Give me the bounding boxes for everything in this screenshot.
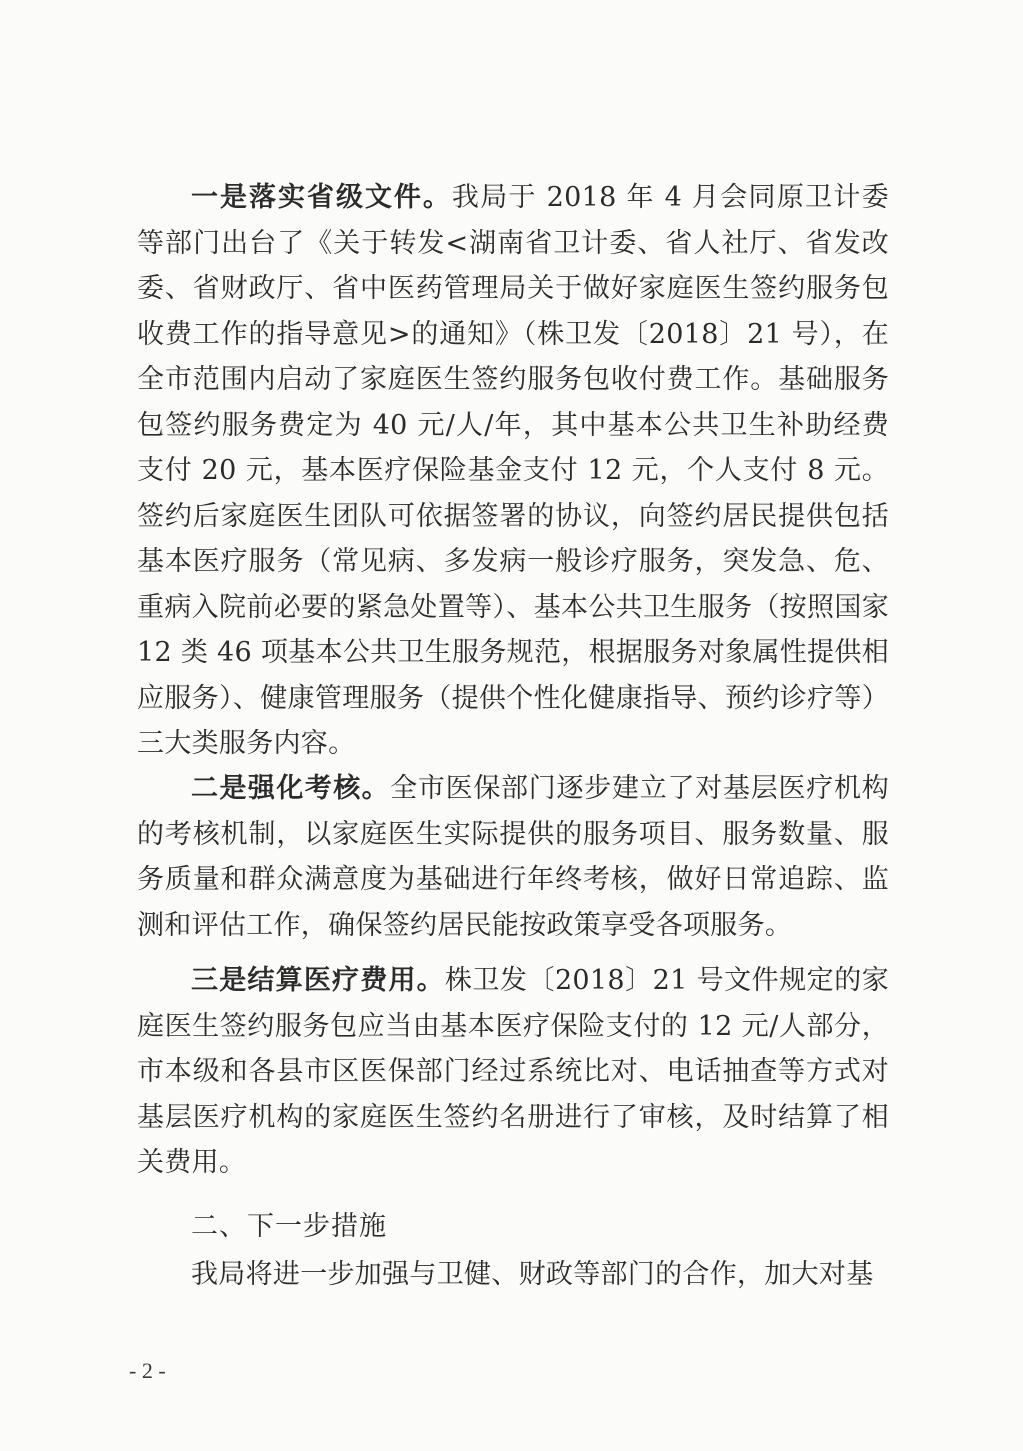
- paragraph-3: [137, 958, 889, 1186]
- paragraph-2-text: 全市医保部门逐步建立了对基层医疗机构的考核机制，以家庭医生实际提供的服务项目、服务数量、服务质量和群众满意度为基础进行年终考核，做好日常追踪、监测和评估工作，确保签约居民能按政策享受各项服务。: [137, 773, 889, 941]
- paragraph-1-text: 我局于 2018 年 4 月会同原卫计委等部门出台了《关于转发<湖南省卫计委、省人社厅、省发改委、省财政厅、省中医药管理局关于做好家庭医生签约服务包收费工作的指导意见>的通知》（株卫发〔2018〕21 号），在全市范围内启动了家庭医生签约服务包收付费工作。基础服务包签约服务费定为 40 元/人/年，其中基本公共卫生补助经费支付 20 元，基本医疗保险基金支付 12 元，个人支付 8 元。签约后家庭医生团队可依据签署的协议，向签约居民提供包括基本医疗服务（常见病、多发病一般诊疗服务，突发急、危、重病入院前必要的紧急处置等）、基本公共卫生服务（按照国家 12 类 46 项基本公共卫生服务规范，根据服务对象属性提供相应服务）、健康管理服务（提供个性化健康指导、预约诊疗等）三大类服务内容。: [137, 182, 889, 759]
- paragraph-2-lead: 二是强化考核。: [191, 773, 391, 804]
- paragraph-3-text: 株卫发〔2018〕21 号文件规定的家庭医生签约服务包应当由基本医疗保险支付的 12 元/人部分，市本级和各县市区医保部门经过系统比对、电话抽查等方式对基层医疗机构的家庭医生签约名册进行了审核，及时结算了相关费用。: [137, 965, 889, 1178]
- paragraph-1-lead: 一是落实省级文件。: [191, 182, 452, 213]
- paragraph-2: [137, 766, 889, 948]
- section-heading: 二、下一步措施: [191, 1211, 387, 1242]
- paragraph-1: [137, 175, 889, 767]
- page-number: - 2 -: [129, 1358, 166, 1383]
- closing-paragraph: 我局将进一步加强与卫健、财政等部门的合作，加大对基: [191, 1259, 874, 1290]
- paragraph-3-lead: 三是结算医疗费用。: [191, 965, 445, 996]
